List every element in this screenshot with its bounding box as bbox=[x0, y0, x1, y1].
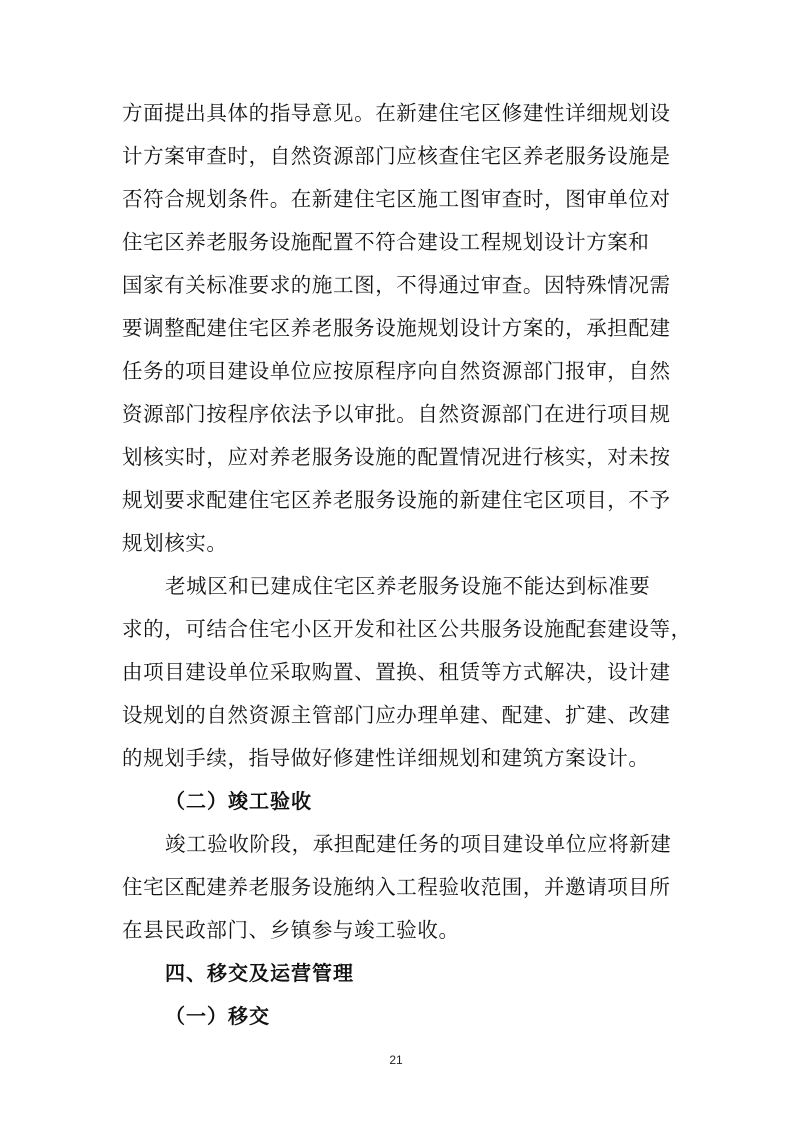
text-line: 计方案审查时，自然资源部门应核查住宅区养老服务设施是 bbox=[122, 144, 671, 168]
heading-handover: （一）移交 bbox=[165, 1004, 270, 1028]
text-line: 竣工验收阶段，承担配建任务的项目建设单位应将新建 bbox=[165, 832, 672, 856]
text-line: 否符合规划条件。在新建住宅区施工图审查时，图审单位对 bbox=[122, 187, 671, 211]
text-line: 规划核实。 bbox=[122, 531, 228, 555]
text-line: 资源部门按程序依法予以审批。自然资源部门在进行项目规 bbox=[122, 402, 671, 426]
text-line: 方面提出具体的指导意见。在新建住宅区修建性详细规划设 bbox=[122, 101, 671, 125]
text-line: 设规划的自然资源主管部门应办理单建、配建、扩建、改建 bbox=[122, 703, 671, 727]
text-line: 要调整配建住宅区养老服务设施规划设计方案的，承担配建 bbox=[122, 316, 671, 340]
text-line: 住宅区配建养老服务设施纳入工程验收范围，并邀请项目所 bbox=[122, 875, 671, 899]
page-number: 21 bbox=[389, 1053, 403, 1067]
heading-completion-acceptance: （二）竣工验收 bbox=[165, 789, 312, 813]
text-line: 国家有关标准要求的施工图，不得通过审查。因特殊情况需 bbox=[122, 273, 671, 297]
text-line: 在县民政部门、乡镇参与竣工验收。 bbox=[122, 918, 460, 942]
text-line: 求的，可结合住宅小区开发和社区公共服务设施配套建设等， bbox=[122, 617, 692, 641]
text-line: 规划要求配建住宅区养老服务设施的新建住宅区项目，不予 bbox=[122, 488, 671, 512]
text-line: 住宅区养老服务设施配置不符合建设工程规划设计方案和 bbox=[122, 230, 650, 254]
text-line: 划核实时，应对养老服务设施的配置情况进行核实，对未按 bbox=[122, 445, 671, 469]
text-line: 任务的项目建设单位应按原程序向自然资源部门报审，自然 bbox=[122, 359, 671, 383]
text-line: 老城区和已建成住宅区养老服务设施不能达到标准要 bbox=[165, 574, 651, 598]
heading-section-4: 四、移交及运营管理 bbox=[165, 961, 354, 985]
text-line: 的规划手续，指导做好修建性详细规划和建筑方案设计。 bbox=[122, 746, 650, 770]
text-line: 由项目建设单位采取购置、置换、租赁等方式解决，设计建 bbox=[122, 660, 671, 684]
